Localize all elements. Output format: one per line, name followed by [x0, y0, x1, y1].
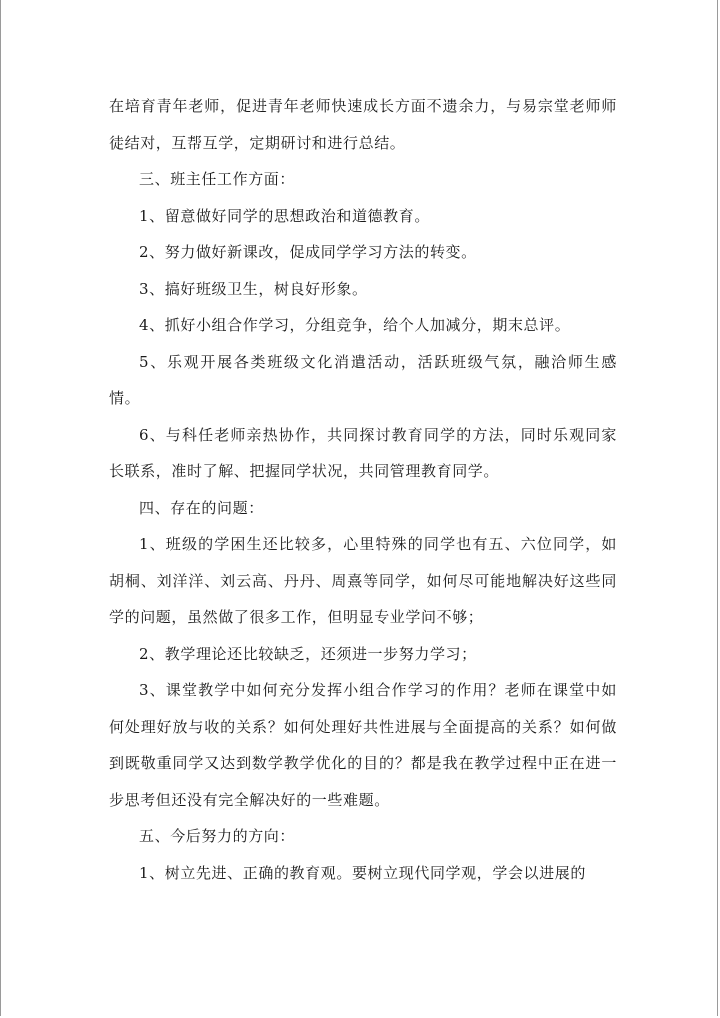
section-heading: 三、班主任工作方面：: [139, 170, 296, 188]
list-item: 6、与科任老师亲热协作，共同探讨教育同学的方法，同时乐观同家长联系，准时了解、把握同学状况，共同管理教育同学。: [109, 425, 617, 480]
paragraph: 在培育青年老师，促进青年老师快速成长方面不遗余力，与易宗堂老师师徒结对，互帮互学，定期研讨和进行总结。: [109, 97, 617, 152]
list-item: 3、搞好班级卫生，树良好形象。: [139, 279, 368, 298]
list-item: 5、乐观开展各类班级文化消遣活动，活跃班级气氛，融洽师生感情。: [109, 352, 617, 407]
list-item: 3、课堂教学中如何充分发挥小组合作学习的作用？老师在课堂中如何处理好放与收的关系？如何处理好共性进展与全面提高的关系？如何做到既敬重同学又达到数学教学优化的目的？都是我在教学过程中正在进一步思考但还没有完全解决好的一些难题。: [109, 681, 617, 809]
section-heading: 四、存在的问题：: [139, 498, 264, 517]
document-body: [109, 88, 617, 891]
list-item: 1、留意做好同学的思想政治和道德教育。: [139, 206, 430, 225]
section-heading: 五、今后努力的方向：: [139, 827, 296, 845]
list-item: 2、努力做好新课改，促成同学学习方法的转变。: [139, 243, 477, 261]
list-item: 1、班级的学困生还比较多，心里特殊的同学也有五、六位同学，如胡桐、刘洋洋、刘云高、丹丹、周熹等同学，如何尽可能地解决好这些同学的问题，虽然做了很多工作，但明显专业学问不够；: [109, 535, 617, 626]
list-item: 2、教学理论还比较缺乏，还须进一步努力学习；: [139, 644, 477, 663]
list-item: 4、抓好小组合作学习，分组竞争，给个人加减分，期末总评。: [139, 316, 571, 334]
list-item: 1、树立先进、正确的教育观。要树立现代同学观，学会以进展的: [139, 863, 586, 882]
